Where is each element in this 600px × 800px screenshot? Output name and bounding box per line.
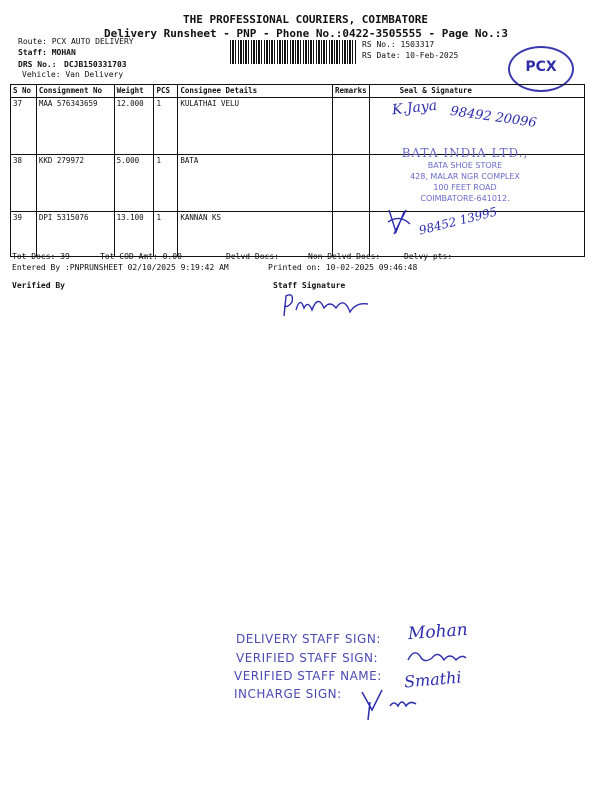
consignee-cell: BATA [178,155,333,212]
bata-stamp-line: 428, MALAR NGR COMPLEX [410,172,520,181]
table-header-row [11,85,585,98]
column-header: Consignment No [36,85,114,98]
bata-stamp-line: BATA SHOE STORE [427,161,503,170]
weight-cell: 13.100 [114,212,154,257]
bata-stamp-line: 100 FEET ROAD [433,183,497,192]
pcs-cell: 1 [154,155,178,212]
weight-cell: 5.000 [114,155,154,212]
route-text: Route: PCX AUTO DELIVERY [18,37,134,46]
consignment-cell: KKD 279972 [36,155,114,212]
sno-cell: 37 [11,98,37,155]
column-header: Weight [114,85,154,98]
column-header: S No [11,85,37,98]
vehicle-text: Vehicle: Van Delivery [22,70,124,79]
column-header: Seal & Signature [369,85,584,98]
table-row [11,212,585,257]
bata-store-stamp [368,146,562,204]
pcs-cell: 1 [154,98,178,155]
delivered-docs: Delvd Docs: [226,252,279,261]
consignment-cell: MAA 576343659 [36,98,114,155]
verified-staff-sign-label: VERIFIED STAFF SIGN: [236,651,379,665]
rs-date: RS Date: 10-Feb-2025 [362,51,459,60]
incharge-signature [358,684,428,724]
consignee-cell: KULATHAI VELU [178,98,333,155]
column-header: PCS [154,85,178,98]
entered-by: Entered By :PNPRUNSHEET 02/10/2025 9:19:42 AM [12,263,229,272]
total-docs: Tot Docs: 39 [12,252,70,261]
bata-stamp-line: BATA INDIA LTD., [401,146,529,160]
sno-cell: 39 [11,212,37,257]
remarks-cell [333,155,370,212]
sno-cell: 38 [11,155,37,212]
consignee-cell: KANNAN KS [178,212,333,257]
drs-number: DCJB150331703 [64,60,127,69]
company-name: THE PROFESSIONAL COURIERS, COIMBATORE [183,13,429,26]
remarks-cell [333,98,370,155]
incharge-sign-label: INCHARGE SIGN: [234,687,342,701]
delivery-points: Delvy pts: [404,252,453,261]
bata-stamp-line: COIMBATORE-641012. [420,194,510,203]
column-header: Consignee Details [178,85,333,98]
non-delivered-docs: Non Delvd Docs: [308,252,381,261]
pcs-cell: 1 [154,212,178,257]
staff-text: Staff: MOHAN [18,48,76,57]
total-cod-amount: Tot COD Amt: 0.00 [100,252,182,261]
pcx-stamp-text: PCX [525,59,557,75]
verified-by-label: Verified By [12,281,65,290]
signature-row39 [384,204,414,238]
staff-signature-label: Staff Signature [273,281,346,290]
handwritten-staff-name: Smathi [403,667,463,692]
rs-number: RS No.: 1503317 [362,40,435,49]
handwritten-name-row37: K.Jaya [391,97,438,119]
remarks-cell [333,212,370,257]
drs-label: DRS No.: [18,60,57,69]
printed-on: Printed on: 10-02-2025 09:46:48 [268,263,418,272]
verified-staff-name-label: VERIFIED STAFF NAME: [234,669,382,683]
consignment-cell: DPI 5315076 [36,212,114,257]
verified-staff-signature [402,644,472,668]
barcode [230,40,357,64]
handwritten-phone-row37: 98492 20096 [449,104,538,131]
runsheet-subtitle: Delivery Runsheet - PNP - Phone No.:0422-3505555 - Page No.:3 [104,27,508,40]
delivery-staff-sign-label: DELIVERY STAFF SIGN: [236,632,381,646]
weight-cell: 12.000 [114,98,154,155]
handwritten-phone-row39: 98452 13995 [417,204,499,238]
staff-signature [278,290,378,320]
handwritten-delivery-sign: Mohan [407,619,469,645]
column-header: Remarks [333,85,370,98]
